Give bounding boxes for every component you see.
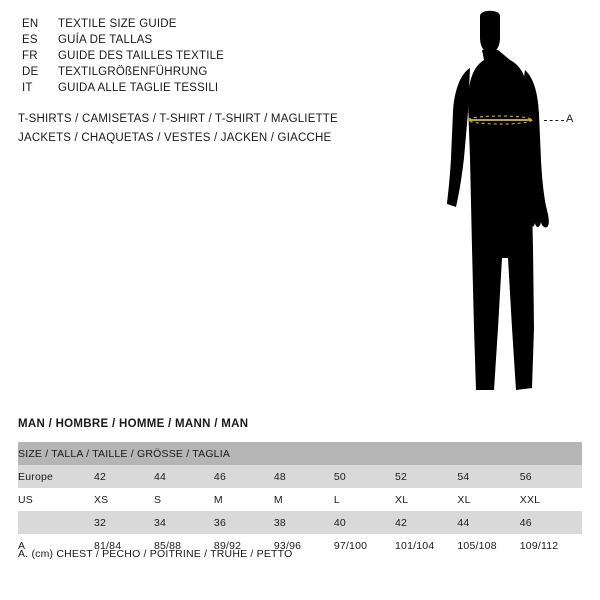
cell: 42: [395, 511, 457, 534]
row-label: Europe: [18, 465, 94, 488]
silhouette-svg: [420, 8, 590, 408]
cell: 44: [457, 511, 519, 534]
table-header-label: SIZE / TALLA / TAILLE / GRÖSSE / TAGLIA: [18, 442, 582, 465]
category-jackets: JACKETS / CHAQUETAS / VESTES / JACKEN / GIACCHE: [18, 132, 332, 144]
cell: 40: [334, 511, 395, 534]
category-list: [18, 110, 418, 148]
language-row: [22, 48, 362, 64]
cell: XL: [395, 488, 457, 511]
chest-leader-line: [544, 120, 564, 121]
language-text: GUIDE DES TAILLES TEXTILE: [58, 50, 225, 62]
cell: XS: [94, 488, 154, 511]
cell: 97/100: [334, 534, 395, 557]
cell: M: [274, 488, 334, 511]
table-row: [18, 511, 582, 534]
language-code: EN: [22, 18, 39, 30]
size-table: [18, 442, 582, 557]
cell: 46: [214, 465, 274, 488]
cell: 50: [334, 465, 395, 488]
cell: 89/92: [214, 534, 274, 557]
man-silhouette-illustration: [420, 8, 590, 408]
row-label: [18, 511, 94, 534]
cell: 32: [94, 511, 154, 534]
language-text: TEXTILGRÖßENFÜHRUNG: [58, 66, 208, 78]
language-list: [22, 16, 362, 96]
cell: 46: [520, 511, 582, 534]
language-code: ES: [22, 34, 38, 46]
language-code: FR: [22, 50, 38, 62]
cell: 42: [94, 465, 154, 488]
table-row: [18, 465, 582, 488]
cell: 109/112: [520, 534, 582, 557]
cell: 54: [457, 465, 519, 488]
category-tshirts: T-SHIRTS / CAMISETAS / T-SHIRT / T-SHIRT / MAGLIETTE: [18, 113, 338, 125]
language-row: [22, 80, 362, 96]
row-label: US: [18, 488, 94, 511]
table-row: [18, 488, 582, 511]
cell: 48: [274, 465, 334, 488]
cell: L: [334, 488, 395, 511]
cell: M: [214, 488, 274, 511]
language-code: DE: [22, 66, 39, 78]
cell: 52: [395, 465, 457, 488]
language-text: TEXTILE SIZE GUIDE: [58, 18, 177, 30]
table-header-row: [18, 442, 582, 465]
language-row: [22, 16, 362, 32]
table-footnote: A. (cm) CHEST / PECHO / POITRINE / TRUHE / PETTO: [18, 548, 293, 560]
cell: 38: [274, 511, 334, 534]
cell: 85/88: [154, 534, 214, 557]
cell: XXL: [520, 488, 582, 511]
cell: 81/84: [94, 534, 154, 557]
chest-measure-label: A: [566, 113, 574, 125]
cell: 36: [214, 511, 274, 534]
cell: 44: [154, 465, 214, 488]
cell: 56: [520, 465, 582, 488]
cell: 93/96: [274, 534, 334, 557]
language-text: GUÍA DE TALLAS: [58, 34, 153, 46]
language-row: [22, 32, 362, 48]
cell: 34: [154, 511, 214, 534]
language-text: GUIDA ALLE TAGLIE TESSILI: [58, 82, 219, 94]
cell: S: [154, 488, 214, 511]
cell: 101/104: [395, 534, 457, 557]
cell: XL: [457, 488, 519, 511]
table-title: MAN / HOMBRE / HOMME / MANN / MAN: [18, 418, 249, 430]
language-code: IT: [22, 82, 33, 94]
language-row: [22, 64, 362, 80]
cell: 105/108: [457, 534, 519, 557]
row-label: A: [18, 534, 94, 557]
